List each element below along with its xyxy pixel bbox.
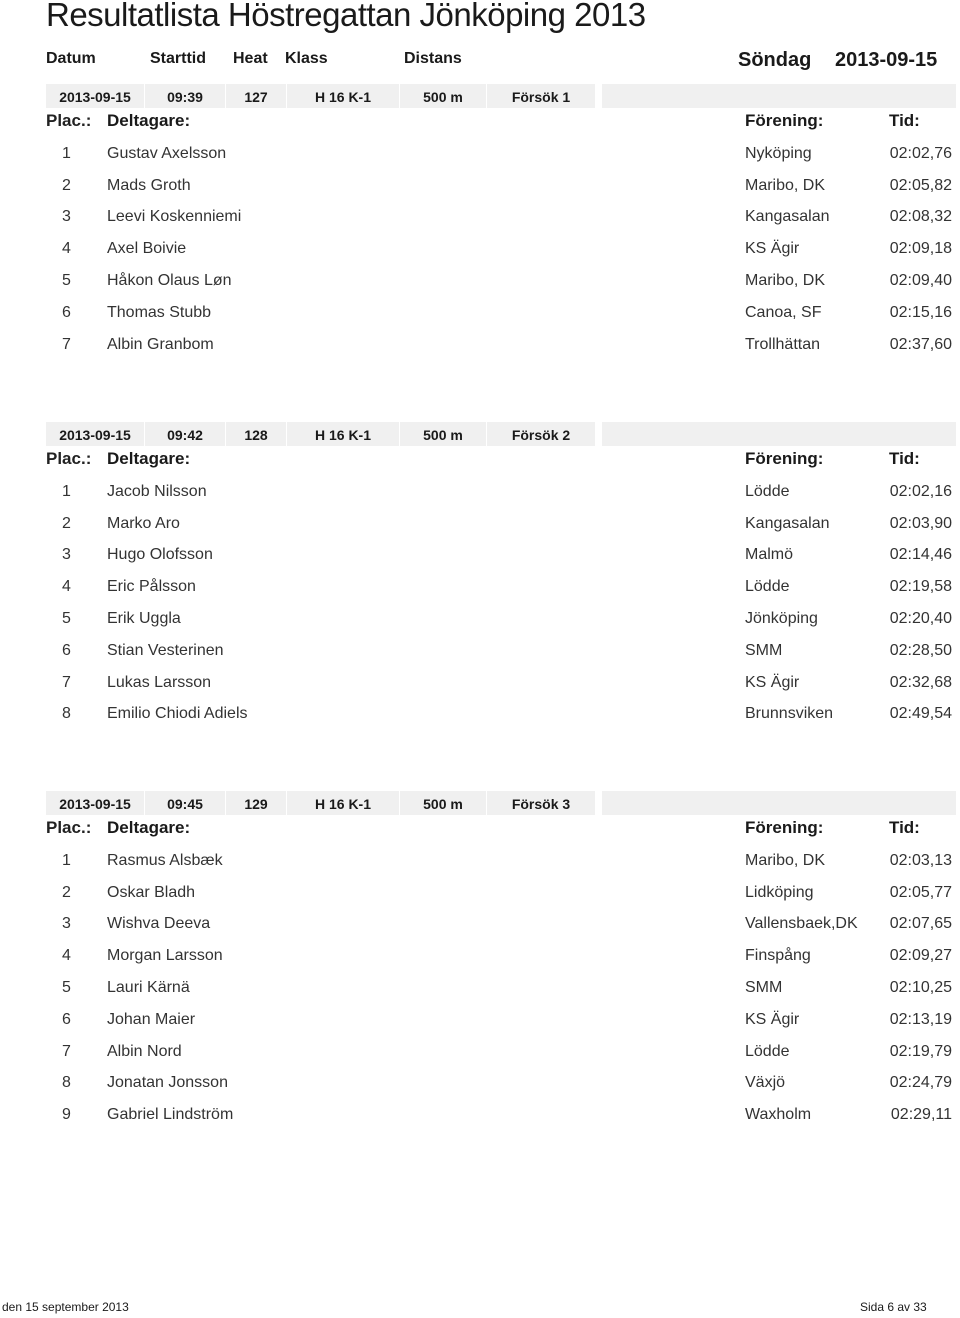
result-rank: 8: [62, 705, 71, 722]
heat-bar-gap: [596, 791, 602, 815]
result-row: [0, 336, 960, 360]
result-row: [0, 915, 960, 939]
result-club: Waxholm: [745, 1106, 812, 1123]
result-time: 02:24,79: [889, 1074, 952, 1091]
heat-date: 2013-09-15: [46, 791, 145, 815]
label-tid: Tid:: [889, 818, 920, 837]
result-rank: 1: [62, 145, 71, 162]
results-label-row: [0, 446, 960, 472]
result-club: Växjö: [745, 1074, 786, 1091]
result-rank: 6: [62, 1011, 71, 1028]
heat-start: 09:39: [145, 84, 226, 108]
result-row: [0, 208, 960, 232]
result-time: 02:13,19: [889, 1011, 952, 1028]
heat-forsok: Försök 2: [487, 422, 596, 446]
result-row: [0, 304, 960, 328]
result-row: [0, 1043, 960, 1067]
label-forening: Förening:: [745, 449, 824, 468]
result-club: SMM: [745, 642, 783, 659]
result-rank: 1: [62, 852, 71, 869]
result-name: Jonatan Jonsson: [107, 1074, 228, 1091]
header-distans: Distans: [404, 50, 462, 67]
result-time: 02:20,40: [889, 610, 952, 627]
result-time: 02:05,77: [889, 884, 952, 901]
result-rank: 3: [62, 208, 71, 225]
heat-forsok: Försök 1: [487, 84, 596, 108]
heat-info-bar: [46, 422, 956, 446]
result-name: Håkon Olaus Løn: [107, 272, 232, 289]
result-row: [0, 145, 960, 169]
result-time: 02:37,60: [889, 336, 952, 353]
result-name: Lauri Kärnä: [107, 979, 190, 996]
heat-date: 2013-09-15: [46, 422, 145, 446]
result-time: 02:19,79: [889, 1043, 952, 1060]
result-name: Lukas Larsson: [107, 674, 212, 691]
result-name: Axel Boivie: [107, 240, 187, 257]
result-name: Mads Groth: [107, 177, 191, 194]
footer-date: den 15 september 2013: [2, 1300, 129, 1314]
result-club: SMM: [745, 979, 783, 996]
result-rank: 2: [62, 177, 71, 194]
label-plac: Plac.:: [46, 818, 92, 837]
heat-distance: 500 m: [400, 791, 487, 815]
result-time: 02:02,16: [889, 483, 952, 500]
heat-number: 128: [226, 422, 287, 446]
heat-date: 2013-09-15: [46, 84, 145, 108]
result-row: [0, 578, 960, 602]
heat-info-bar: [46, 84, 956, 108]
result-club: Lödde: [745, 483, 790, 500]
result-row: [0, 483, 960, 507]
result-time: 02:08,32: [889, 208, 952, 225]
page-title: Resultatlista Höstregattan Jönköping 2013: [46, 0, 646, 33]
result-row: [0, 674, 960, 698]
label-plac: Plac.:: [46, 449, 92, 468]
heat-bar-gap: [596, 84, 602, 108]
label-deltagare: Deltagare:: [107, 449, 191, 468]
label-plac: Plac.:: [46, 111, 92, 130]
heat-class: H 16 K-1: [287, 84, 400, 108]
result-club: Finspång: [745, 947, 811, 964]
result-time: 02:09,40: [889, 272, 952, 289]
result-club: Kangasalan: [745, 208, 830, 225]
result-rank: 7: [62, 674, 71, 691]
result-name: Hugo Olofsson: [107, 546, 213, 563]
result-club: Lidköping: [745, 884, 814, 901]
label-deltagare: Deltagare:: [107, 818, 191, 837]
result-name: Marko Aro: [107, 515, 180, 532]
result-time: 02:19,58: [889, 578, 952, 595]
result-name: Erik Uggla: [107, 610, 181, 627]
result-rank: 4: [62, 578, 71, 595]
heat-bar-gap: [596, 422, 602, 446]
footer-page-number: Sida 6 av 33: [860, 1300, 927, 1314]
result-rank: 2: [62, 515, 71, 532]
result-rank: 2: [62, 884, 71, 901]
result-name: Albin Nord: [107, 1043, 182, 1060]
result-rank: 8: [62, 1074, 71, 1091]
header-starttid: Starttid: [150, 50, 206, 67]
result-row: [0, 852, 960, 876]
result-row: [0, 979, 960, 1003]
header-datum: Datum: [46, 50, 96, 67]
result-club: Lödde: [745, 578, 790, 595]
result-rank: 6: [62, 304, 71, 321]
label-forening: Förening:: [745, 818, 824, 837]
result-club: Trollhättan: [745, 336, 820, 353]
label-tid: Tid:: [889, 111, 920, 130]
header-heat: Heat: [233, 50, 268, 67]
result-club: Malmö: [745, 546, 794, 563]
result-row: [0, 1074, 960, 1098]
heat-number: 129: [226, 791, 287, 815]
result-time: 02:03,13: [889, 852, 952, 869]
result-name: Morgan Larsson: [107, 947, 223, 964]
result-club: Nyköping: [745, 145, 812, 162]
results-label-row: [0, 108, 960, 134]
result-club: KS Ägir: [745, 240, 800, 257]
result-row: [0, 947, 960, 971]
heat-number: 127: [226, 84, 287, 108]
result-time: 02:28,50: [889, 642, 952, 659]
result-time: 02:49,54: [889, 705, 952, 722]
result-name: Oskar Bladh: [107, 884, 196, 901]
result-time: 02:02,76: [889, 145, 952, 162]
result-club: Brunnsviken: [745, 705, 834, 722]
header-date: 2013-09-15: [835, 49, 938, 71]
page-footer: [0, 1300, 960, 1316]
result-time: 02:07,65: [889, 915, 952, 932]
result-time: 02:09,18: [889, 240, 952, 257]
result-row: [0, 1011, 960, 1035]
result-rank: 5: [62, 610, 71, 627]
result-rank: 6: [62, 642, 71, 659]
result-name: Emilio Chiodi Adiels: [107, 705, 248, 722]
result-row: [0, 642, 960, 666]
heat-class: H 16 K-1: [287, 422, 400, 446]
label-deltagare: Deltagare:: [107, 111, 191, 130]
result-time: 02:05,82: [889, 177, 952, 194]
result-club: Jönköping: [745, 610, 818, 627]
result-club: KS Ägir: [745, 674, 800, 691]
result-rank: 1: [62, 483, 71, 500]
result-rank: 7: [62, 336, 71, 353]
result-rank: 4: [62, 947, 71, 964]
result-club: Maribo, DK: [745, 852, 826, 869]
heat-distance: 500 m: [400, 84, 487, 108]
result-time: 02:15,16: [889, 304, 952, 321]
result-row: [0, 884, 960, 908]
result-club: Maribo, DK: [745, 272, 826, 289]
result-name: Gabriel Lindström: [107, 1106, 234, 1123]
label-forening: Förening:: [745, 111, 824, 130]
result-time: 02:03,90: [889, 515, 952, 532]
result-time: 02:10,25: [889, 979, 952, 996]
result-name: Eric Pålsson: [107, 578, 196, 595]
result-club: Lödde: [745, 1043, 790, 1060]
result-time: 02:29,11: [890, 1106, 952, 1123]
result-name: Stian Vesterinen: [107, 642, 224, 659]
result-row: [0, 705, 960, 729]
result-name: Gustav Axelsson: [107, 145, 227, 162]
result-club: Canoa, SF: [745, 304, 822, 321]
results-label-row: [0, 815, 960, 841]
result-rank: 5: [62, 979, 71, 996]
result-name: Jacob Nilsson: [107, 483, 207, 500]
heat-forsok: Försök 3: [487, 791, 596, 815]
result-time: 02:32,68: [889, 674, 952, 691]
result-name: Wishva Deeva: [107, 915, 211, 932]
header-day: Söndag: [738, 49, 812, 71]
result-time: 02:14,46: [889, 546, 952, 563]
heat-class: H 16 K-1: [287, 791, 400, 815]
result-rank: 3: [62, 915, 71, 932]
result-club: Vallensbaek,DK: [745, 915, 858, 932]
heat-start: 09:45: [145, 791, 226, 815]
result-rank: 7: [62, 1043, 71, 1060]
result-row: [0, 177, 960, 201]
header-klass: Klass: [285, 50, 328, 67]
result-rank: 5: [62, 272, 71, 289]
result-name: Albin Granbom: [107, 336, 214, 353]
result-name: Thomas Stubb: [107, 304, 212, 321]
result-row: [0, 515, 960, 539]
result-club: KS Ägir: [745, 1011, 800, 1028]
result-row: [0, 1106, 960, 1130]
label-tid: Tid:: [889, 449, 920, 468]
result-row: [0, 272, 960, 296]
result-name: Leevi Koskenniemi: [107, 208, 242, 225]
result-row: [0, 240, 960, 264]
result-club: Kangasalan: [745, 515, 830, 532]
result-row: [0, 546, 960, 570]
heat-distance: 500 m: [400, 422, 487, 446]
result-row: [0, 610, 960, 634]
result-name: Johan Maier: [107, 1011, 196, 1028]
result-rank: 4: [62, 240, 71, 257]
result-time: 02:09,27: [889, 947, 952, 964]
result-rank: 3: [62, 546, 71, 563]
result-club: Maribo, DK: [745, 177, 826, 194]
heat-info-bar: [46, 791, 956, 815]
result-rank: 9: [62, 1106, 71, 1123]
column-header: [0, 50, 960, 72]
heat-start: 09:42: [145, 422, 226, 446]
result-name: Rasmus Alsbæk: [107, 852, 223, 869]
